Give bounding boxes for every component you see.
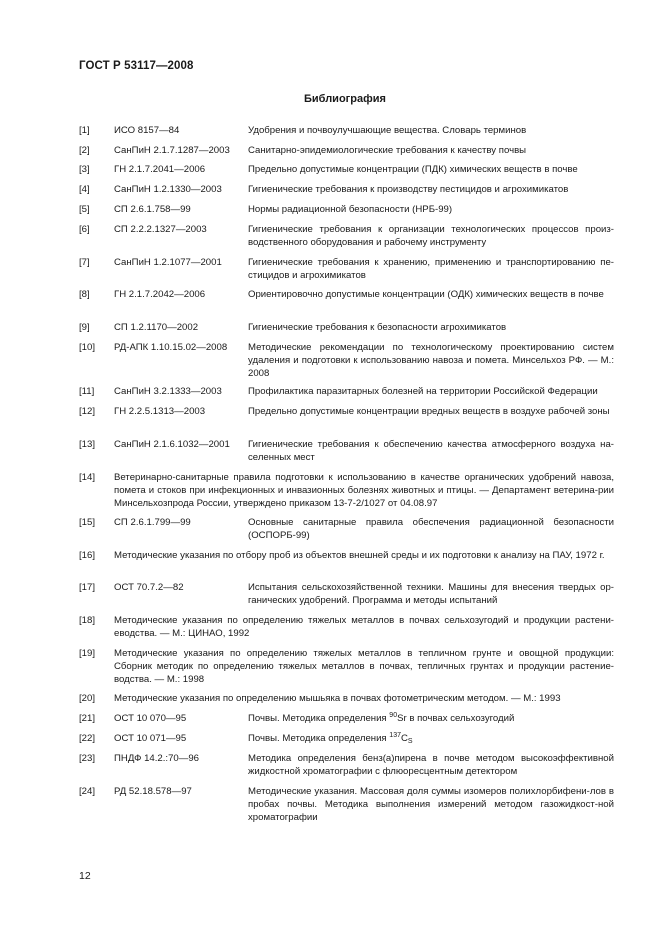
entry-code: ОСТ 10 070—95: [114, 713, 187, 724]
entry-title-text: Почвы. Методика определения: [248, 733, 390, 744]
entry-number: [8]: [79, 289, 90, 300]
entry-number: [14]: [79, 472, 96, 483]
element-symbol-subscript: S: [407, 738, 413, 745]
entry-number: [3]: [79, 164, 90, 175]
entry-number: [11]: [79, 386, 95, 397]
page-number: 12: [79, 870, 91, 882]
entry-title: Методические указания по определению мышьяка в почвах фотометрическим методом. — М.: 1993: [114, 693, 561, 704]
entry-title: Ориентировочно допустимые концентрации (ОДК) химических веществ в почве: [248, 289, 604, 300]
entry-title: Гигиенические требования к производству пестицидов и агрохимикатов: [248, 184, 569, 195]
entry-number: [20]: [79, 693, 96, 704]
entry-title: Методические указания по отбору проб из объектов внешней среды и их подготовки к анализу на ПАУ, 1972 г.: [114, 550, 605, 561]
entry-number: [5]: [79, 204, 90, 215]
entry-code: РД-АПК 1.10.15.02—2008: [114, 342, 228, 353]
entry-title: Методические рекомендации по технологическому проектированию систем удаления и подготовки к использованию навоза и помета. Минсельхоз РФ. — М.: 2008: [248, 342, 614, 379]
entry-code: ГН 2.1.7.2042—2006: [114, 289, 206, 300]
entry-code: ИСО 8157—84: [114, 125, 180, 136]
entry-number: [12]: [79, 406, 96, 417]
entry-number: [17]: [79, 582, 96, 593]
entry-title: Основные санитарные правила обеспечения радиационной безопасности (ОСПОРБ-99): [248, 517, 614, 541]
section-title: Библиография: [304, 93, 386, 105]
entry-number: [19]: [79, 648, 96, 659]
entry-title: Методические указания по определению тяжелых металлов в тепличном грунте и овощной продукции: Сборник методик по определению тяжелых металлов в почвах, тепличных грунтах и продукции растение-водства. — М.: 1998: [114, 648, 614, 685]
entry-number: [1]: [79, 125, 90, 136]
entry-title: Предельно допустимые концентрации (ПДК) химических веществ в почве: [248, 164, 578, 175]
entry-number: [16]: [79, 550, 96, 561]
isotope-mass-number: 90: [389, 712, 398, 719]
entry-number: [2]: [79, 145, 90, 156]
entry-number: [9]: [79, 322, 90, 333]
entry-code: ГН 2.2.5.1313—2003: [114, 406, 206, 417]
entry-code: РД 52.18.578—97: [114, 786, 192, 797]
entry-title: Гигиенические требования к организации технологических процессов произ-водственного оборудования и рабочему инструменту: [248, 224, 614, 248]
entry-title: [248, 712, 614, 725]
entry-title: Гигиенические требования к хранению, применению и транспортированию пе-стицидов и агрохимикатов: [248, 257, 614, 281]
isotope-mass-number: 137: [389, 732, 401, 739]
entry-number: [24]: [79, 786, 96, 797]
entry-code: ПНДФ 14.2.:70—96: [114, 753, 200, 764]
entry-code: СП 1.2.1170—2002: [114, 322, 199, 333]
entry-title: Нормы радиационной безопасности (НРБ-99): [248, 204, 453, 215]
entry-title: Удобрения и почвоулучшающие вещества. Словарь терминов: [248, 125, 527, 136]
entry-title: Методические указания. Массовая доля суммы изомеров полихлорбифени-лов в пробах почвы. Методика выполнения измерений методом газожидкост-ной хроматографии: [248, 786, 614, 823]
entry-code: СП 2.6.1.799—99: [114, 517, 191, 528]
entry-title: Гигиенические требования к обеспечению качества атмосферного воздуха на-селенных мест: [248, 439, 614, 463]
entry-code: СП 2.6.1.758—99: [114, 204, 191, 215]
entry-code: ОСТ 70.7.2—82: [114, 582, 184, 593]
entry-title: Гигиенические требования к безопасности агрохимикатов: [248, 322, 507, 333]
element-symbol: C: [400, 733, 408, 744]
entry-title: Испытания сельскохозяйственной техники. Машины для внесения твердых ор-ганических удобрений. Программа и методы испытаний: [248, 582, 614, 606]
entry-number: [7]: [79, 257, 90, 268]
entry-code: СанПиН 3.2.1333—2003: [114, 386, 222, 397]
entry-number: [18]: [79, 615, 96, 626]
entry-title-text: Sr в почвах сельхозугодий: [397, 713, 515, 724]
entry-number: [4]: [79, 184, 90, 195]
entry-title-text: Почвы. Методика определения: [248, 713, 390, 724]
entry-code: СанПиН 2.1.6.1032—2001: [114, 439, 230, 450]
entry-title: Предельно допустимые концентрации вредных веществ в воздухе рабочей зоны: [248, 406, 610, 417]
entry-number: [10]: [79, 342, 96, 353]
entry-code: ОСТ 10 071—95: [114, 733, 187, 744]
entry-code: СанПиН 1.2.1330—2003: [114, 184, 222, 195]
entry-title: Ветеринарно-санитарные правила подготовки к использованию в качестве органических удобрений навоза, помета и стоков при инфекционных и инвазионных болезнях животных и птицы. — Департамент ветерина-рии Минсельхозпрода России, утверждено приказом 13-7-2/1027 от 04.08.97: [114, 472, 614, 509]
entry-number: [6]: [79, 224, 90, 235]
entry-title: Методические указания по определению тяжелых металлов в почвах сельхозугодий и продукции растени-еводства. — М.: ЦИНАО, 1992: [114, 615, 614, 639]
entry-number: [23]: [79, 753, 96, 764]
entry-title: [248, 732, 614, 745]
document-header: ГОСТ Р 53117—2008: [79, 60, 194, 72]
entry-code: ГН 2.1.7.2041—2006: [114, 164, 206, 175]
entry-code: СП 2.2.2.1327—2003: [114, 224, 207, 235]
entry-code: СанПиН 1.2.1077—2001: [114, 257, 222, 268]
entry-number: [13]: [79, 439, 96, 450]
entry-title: Санитарно-эпидемиологические требования к качеству почвы: [248, 145, 527, 156]
entry-number: [22]: [79, 733, 96, 744]
entry-code: СанПиН 2.1.7.1287—2003: [114, 145, 230, 156]
entry-number: [21]: [79, 713, 96, 724]
entry-number: [15]: [79, 517, 96, 528]
entry-title: Профилактика паразитарных болезней на территории Российской Федерации: [248, 386, 598, 397]
entry-title: Методика определения бенз(а)пирена в почве методом высокоэффективной жидкостной хроматографии с флюоресцентным детектором: [248, 753, 614, 777]
